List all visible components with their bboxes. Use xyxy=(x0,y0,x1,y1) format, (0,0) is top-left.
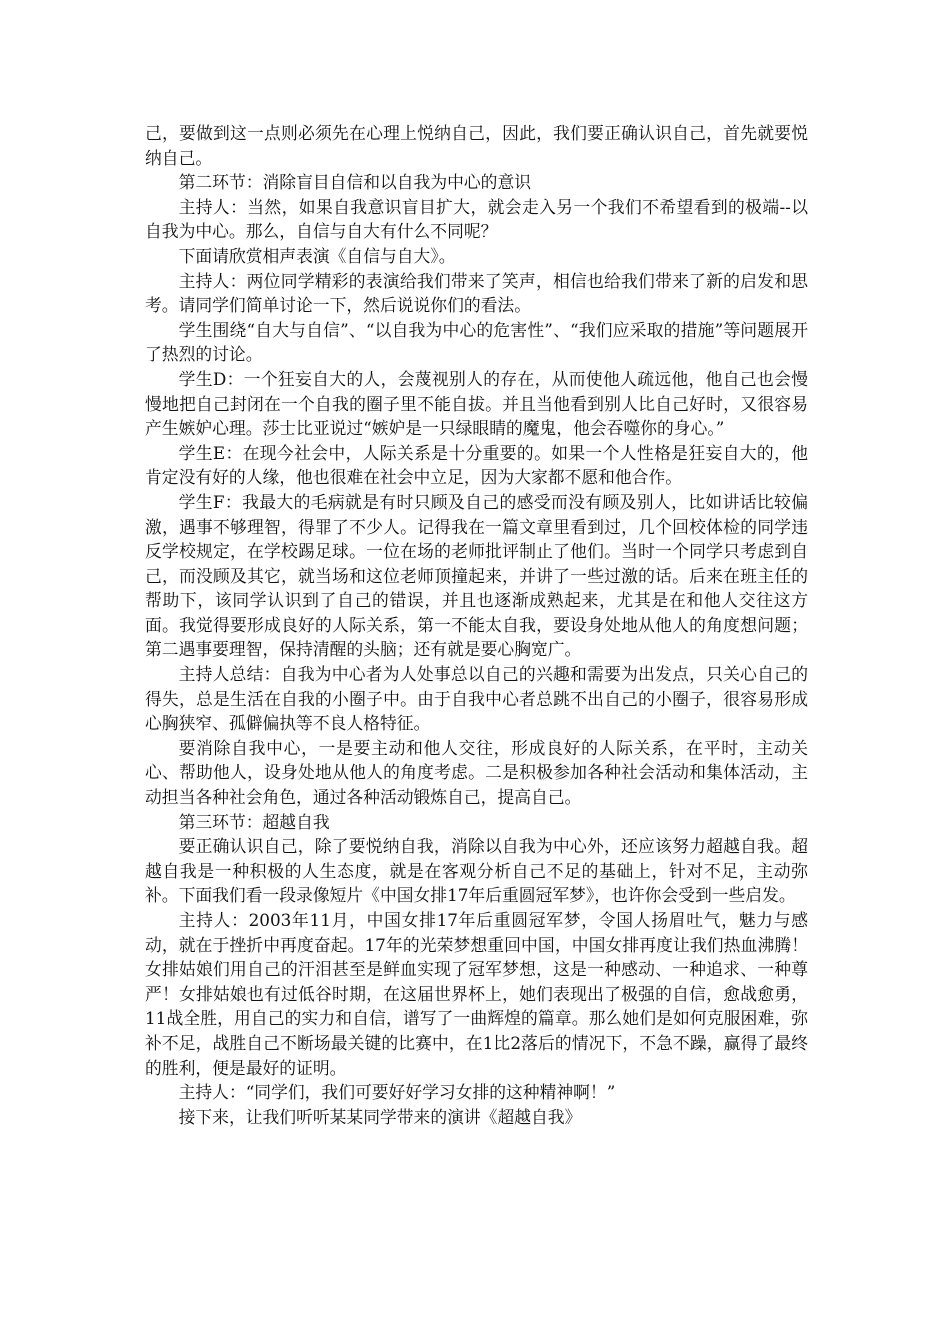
paragraph: 要消除自我中心，一是要主动和他人交往，形成良好的人际关系，在平时，主动关心、帮助他人，设身处地从他人的角度考虑。二是积极参加各种社会活动和集体活动，主动担当各种社会角色，通过各种活动锻炼自己，提高自己。 xyxy=(145,737,808,808)
paragraph: 主持人：两位同学精彩的表演给我们带来了笑声，相信也给我们带来了新的启发和思考。请同学们简单讨论一下，然后说说你们的看法。 xyxy=(145,270,808,316)
paragraph: 学生D：一个狂妄自大的人，会蔑视别人的存在，从而使他人疏远他，他自己也会慢慢地把自己封闭在一个自我的圈子里不能自拔。并且当他看到别人比自己好时，又很容易产生嫉妒心理。莎士比亚说过“嫉妒是一只绿眼睛的魔鬼，他会吞噬你的身心。” xyxy=(145,368,808,439)
paragraph: 下面请欣赏相声表演《自信与自大》。 xyxy=(178,245,456,266)
paragraph: 主持人：2003年11月，中国女排17年后重圆冠军梦，令国人扬眉吐气，魅力与感动，就在于挫折中再度奋起。17年的光荣梦想重回中国，中国女排再度让我们热血沸腾！女排姑娘们用自己的汗泪甚至是鲜血实现了冠军梦想，这是一种感动、一种追求、一种尊严！女排姑娘也有过低谷时期，在这届世界杯上，她们表现出了极强的自信，愈战愈勇，11战全胜，用自己的实力和自信，谱写了一曲辉煌的篇章。那么她们是如何克服困难，弥补不足，战胜自己不断场最关键的比赛中，在1比2落后的情况下，不急不躁，赢得了最终的胜利，便是最好的证明。 xyxy=(145,910,808,1078)
paragraph: 主持人：当然，如果自我意识盲目扩大，就会走入另一个我们不希望看到的极端--以自我为中心。那么，自信与自大有什么不同呢？ xyxy=(145,196,808,242)
paragraph-continuation: 己，要做到这一点则必须先在心理上悦纳自己，因此，我们要正确认识自己，首先就要悦纳自己。 xyxy=(145,123,808,168)
section-heading-3: 第三环节：超越自我 xyxy=(178,811,330,832)
paragraph: 主持人总结：自我为中心者为人处事总以自己的兴趣和需要为出发点，只关心自己的得失，总是生活在自我的小圈子中。由于自我中心者总跳不出自己的小圈子，很容易形成心胸狭窄、孤僻偏执等不良人格特征。 xyxy=(145,664,808,734)
paragraph: 学生围绕“自大与自信”、“以自我为中心的危害性”、“我们应采取的措施”等问题展开了热烈的讨论。 xyxy=(145,319,808,365)
paragraph: 要正确认识自己，除了要悦纳自我，消除以自我为中心外，还应该努力超越自我。超越自我是一种积极的人生态度，就是在客观分析自己不足的基础上，针对不足，主动弥补。下面我们看一段录像短片《中国女排17年后重圆冠军梦》，也许你会受到一些启发。 xyxy=(145,836,808,906)
paragraph: 学生F：我最大的毛病就是有时只顾及自己的感受而没有顾及别人，比如讲话比较偏激，遇事不够理智，得罪了不少人。记得我在一篇文章里看到过，几个回校体检的同学违反学校规定，在学校踢足球。一位在场的老师批评制止了他们。当时一个同学只考虑到自己，而没顾及其它，就当场和这位老师顶撞起来，并讲了一些过激的话。后来在班主任的帮助下，该同学认识到了自己的错误，并且也逐渐成熟起来，尤其是在和他人交往这方面。我觉得要形成良好的人际关系，第一不能太自我，要设身处地从他人的角度想问题；第二遇事要理智，保持清醒的头脑；还有就是要心胸宽广。 xyxy=(145,491,808,660)
paragraph: 接下来，让我们听听某某同学带来的演讲《超越自我》 xyxy=(178,1106,582,1127)
section-heading-2: 第二环节：消除盲目自信和以自我为中心的意识 xyxy=(178,172,532,193)
document-page xyxy=(145,121,808,1129)
paragraph: 主持人：“同学们，我们可要好好学习女排的这种精神啊！” xyxy=(178,1082,616,1103)
paragraph: 学生E：在现今社会中，人际关系是十分重要的。如果一个人性格是狂妄自大的，他肯定没有好的人缘，他也很难在社会中立足，因为大家都不愿和他合作。 xyxy=(145,442,808,488)
